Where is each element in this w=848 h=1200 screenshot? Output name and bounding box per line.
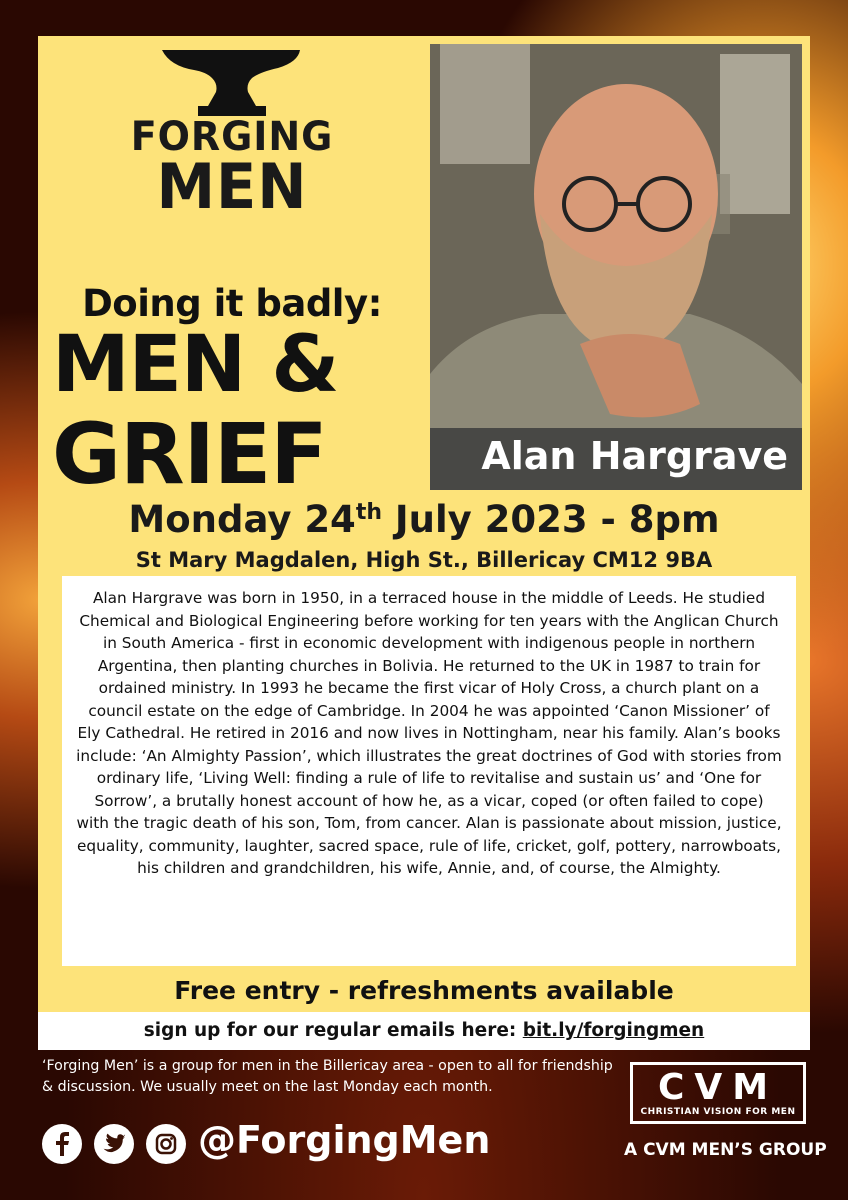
group-description: ‘Forging Men’ is a group for men in the Billericay area - open to all for friendship & discussion. We usually meet on the last Monday each month. [42, 1058, 613, 1095]
cvm-logo [630, 1062, 806, 1124]
instagram-icon[interactable] [146, 1124, 186, 1164]
free-entry-text: Free entry - refreshments available [174, 976, 674, 1005]
event-poster [38, 36, 810, 1048]
speaker-portrait-illustration [430, 44, 802, 490]
logo-forging-text: FORGING [130, 114, 334, 160]
twitter-icon[interactable] [94, 1124, 134, 1164]
anvil-icon [160, 48, 304, 118]
event-date-pre: Monday 24 [128, 498, 356, 541]
event-date [38, 498, 810, 541]
headline-subtitle: Doing it badly: [82, 282, 382, 325]
signup-link[interactable]: bit.ly/forgingmen [522, 1020, 705, 1041]
event-date-sup: th [355, 500, 382, 525]
speaker-name-bar [430, 428, 802, 490]
cvm-group-label: A CVM MEN’S GROUP [624, 1140, 827, 1160]
social-handle: @ForgingMen [198, 1118, 491, 1162]
speaker-name: Alan Hargrave [481, 434, 788, 478]
signup-bar [38, 1012, 810, 1050]
headline-line-1: MEN & [52, 320, 339, 410]
event-date-post: July 2023 - 8pm [382, 498, 720, 541]
cvm-subtitle: CHRISTIAN VISION FOR MEN [640, 1107, 796, 1117]
speaker-bio-box [62, 576, 796, 966]
signup-text: sign up for our regular emails here: [143, 1020, 523, 1041]
facebook-icon[interactable] [42, 1124, 82, 1164]
speaker-photo [430, 44, 802, 490]
headline-line-2: GRIEF [52, 405, 327, 503]
logo-men-text: MEN [156, 150, 308, 223]
cvm-letters: CVM [657, 1067, 779, 1108]
forging-men-logo [38, 36, 426, 266]
speaker-bio-text: Alan Hargrave was born in 1950, in a terraced house in the middle of Leeds. He studied Chemical and Biological Engineering before working for ten years with the Anglican Church in South America - first in economic development with indigenous people in northern Argentina, then planting churches in Bolivia. He returned to the UK in 1987 to train for ordained ministry. In 1993 he became the first vicar of Holy Cross, a church plant on a council estate on the edge of Cambridge. In 2004 he was appointed ‘Canon Missioner’ of Ely Cathedral. He retired in 2016 and now lives in Nottingham, near his family. Alan’s books include: ‘An Almighty Passion’, which illustrates the great doctrines of God with stories from ordinary life, ‘Living Well: finding a rule of life to revitalise and sustain us’ and ‘One for Sorrow’, a brutally honest account of how he, as a vicar, coped (or often failed to cope) with the tragic death of his son, Tom, from cancer. Alan is passionate about mission, justice, equality, community, laughter, sacred space, rule of life, cricket, golf, pottery, narrowboats, his children and grandchildren, his wife, Annie, and, of course, the Almighty. [76, 589, 782, 877]
event-venue: St Mary Magdalen, High St., Billericay CM12 9BA [135, 548, 713, 572]
